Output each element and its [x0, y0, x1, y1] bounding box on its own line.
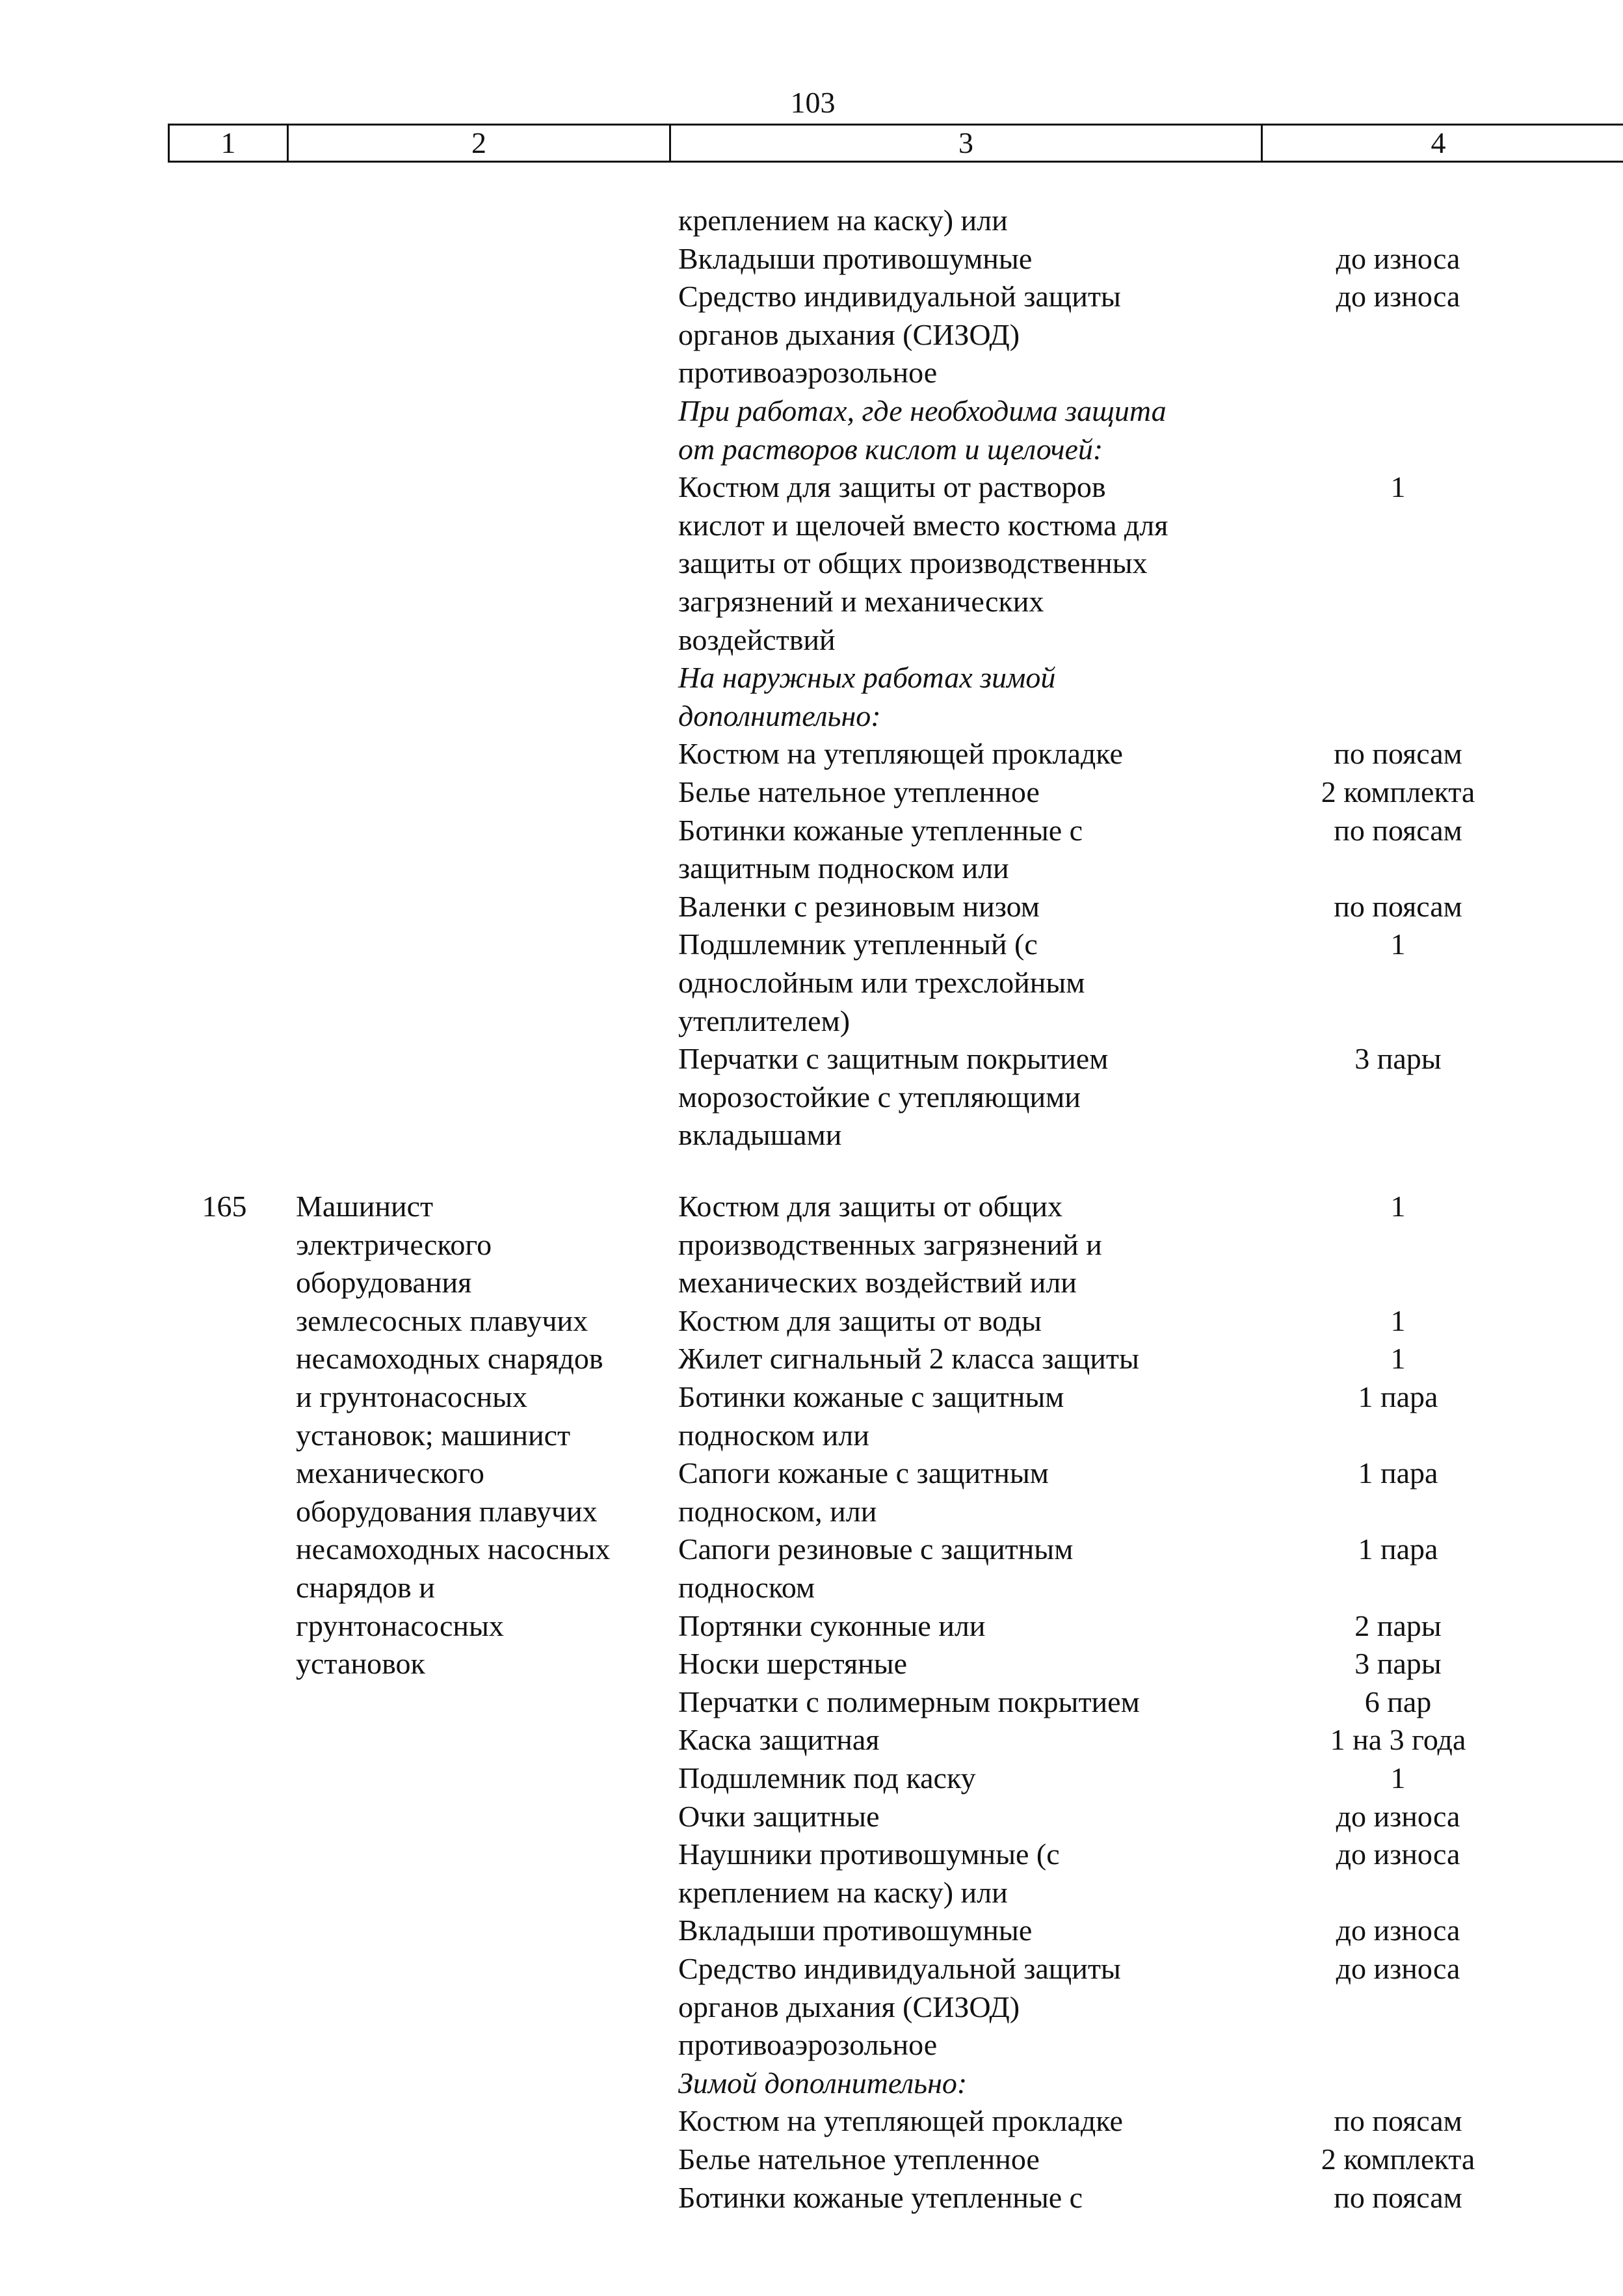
- item-line: защитным подноском или: [678, 851, 1009, 885]
- item-line: Очки защитные: [678, 1799, 880, 1833]
- item-line: подноском: [678, 1571, 815, 1604]
- item-quantity: до износа: [1336, 1837, 1460, 1871]
- item-quantity: по поясам: [1334, 813, 1462, 847]
- item-quantity: 1: [1390, 1190, 1406, 1223]
- item-quantity: до износа: [1336, 1799, 1460, 1833]
- item-line: Жилет сигнальный 2 класса защиты: [678, 1342, 1139, 1376]
- item-line: креплением на каску) или: [678, 204, 1008, 237]
- item-line: подноском, или: [678, 1494, 877, 1528]
- profession-line: снарядов и: [296, 1571, 435, 1604]
- profession-line: несамоходных снарядов: [296, 1342, 603, 1376]
- item-line: от растворов кислот и щелочей:: [678, 432, 1103, 466]
- item-line: Ботинки кожаные утепленные с: [678, 2180, 1083, 2214]
- item-line: Ботинки кожаные утепленные с: [678, 813, 1083, 847]
- item-quantity: 3 пары: [1354, 1647, 1442, 1681]
- item-quantity: 1: [1390, 470, 1406, 504]
- item-line: кислот и щелочей вместо костюма для: [678, 508, 1168, 542]
- item-quantity: 1 на 3 года: [1330, 1723, 1466, 1757]
- item-quantity: 1 пара: [1358, 1380, 1438, 1413]
- item-line: органов дыхания (СИЗОД): [678, 1990, 1020, 2023]
- item-quantity: по поясам: [1334, 889, 1462, 923]
- item-quantity: до износа: [1336, 241, 1460, 275]
- item-line: Каска защитная: [678, 1723, 880, 1757]
- item-line: Подшлемник утепленный (с: [678, 928, 1038, 961]
- header-col-1: 1: [220, 126, 236, 159]
- item-line: На наружных работах зимой: [678, 661, 1056, 695]
- profession-line: грунтонасосных: [296, 1609, 504, 1642]
- item-quantity: по поясам: [1334, 2180, 1462, 2214]
- row-number: 165: [202, 1190, 247, 1223]
- item-line: Ботинки кожаные с защитным: [678, 1380, 1064, 1413]
- profession-line: землесосных плавучих: [296, 1303, 588, 1337]
- item-line: подноском или: [678, 1418, 869, 1452]
- profession-line: и грунтонасосных: [296, 1380, 528, 1413]
- item-line: морозостойкие с утепляющими: [678, 1080, 1081, 1114]
- profession-line: оборудования: [296, 1266, 472, 1300]
- item-quantity: 1: [1390, 1342, 1406, 1376]
- item-quantity: по поясам: [1334, 737, 1462, 771]
- item-line: Белье нательное утепленное: [678, 775, 1040, 808]
- item-line: Портянки суконные или: [678, 1609, 986, 1642]
- item-quantity: 2 комплекта: [1321, 2142, 1475, 2176]
- item-line: противоаэрозольное: [678, 356, 938, 390]
- item-line: Перчатки с полимерным покрытием: [678, 1685, 1140, 1718]
- header-col-3: 3: [958, 126, 973, 159]
- item-line: однослойным или трехслойным: [678, 966, 1085, 999]
- item-quantity: 2 комплекта: [1321, 775, 1475, 808]
- item-line: Подшлемник под каску: [678, 1761, 976, 1795]
- profession-line: электрического: [296, 1227, 492, 1261]
- profession-line: механического: [296, 1456, 484, 1490]
- item-line: При работах, где необходима защита: [678, 394, 1167, 427]
- item-line: органов дыхания (СИЗОД): [678, 317, 1020, 351]
- item-line: Валенки с резиновым низом: [678, 889, 1040, 923]
- item-quantity: 3 пары: [1354, 1042, 1442, 1076]
- item-quantity: 1 пара: [1358, 1532, 1438, 1566]
- table-header: [168, 124, 1623, 163]
- item-line: Сапоги резиновые с защитным: [678, 1532, 1074, 1566]
- item-line: Вкладыши противошумные: [678, 241, 1033, 275]
- item-quantity: 1 пара: [1358, 1456, 1438, 1490]
- header-col-4: 4: [1431, 126, 1446, 159]
- item-line: Перчатки с защитным покрытием: [678, 1042, 1109, 1076]
- item-line: производственных загрязнений и: [678, 1227, 1102, 1261]
- profession-line: Машинист: [296, 1190, 434, 1223]
- item-line: защиты от общих производственных: [678, 546, 1148, 580]
- item-line: креплением на каску) или: [678, 1875, 1008, 1909]
- item-line: механических воздействий или: [678, 1266, 1077, 1300]
- item-quantity: до износа: [1336, 1952, 1460, 1985]
- item-line: дополнительно:: [678, 699, 881, 732]
- item-line: загрязнений и механических: [678, 585, 1044, 618]
- item-line: противоаэрозольное: [678, 2028, 938, 2062]
- item-line: Средство индивидуальной защиты: [678, 280, 1121, 314]
- item-quantity: 6 пар: [1364, 1685, 1432, 1718]
- page-number: 103: [790, 86, 836, 119]
- profession-line: оборудования плавучих: [296, 1494, 598, 1528]
- item-line: вкладышами: [678, 1118, 842, 1152]
- item-line: Костюм на утепляющей прокладке: [678, 737, 1123, 771]
- item-line: Носки шерстяные: [678, 1647, 908, 1681]
- item-line: утеплителем): [678, 1004, 851, 1037]
- item-line: воздействий: [678, 622, 836, 656]
- profession-line: установок; машинист: [296, 1418, 571, 1452]
- profession-line: несамоходных насосных: [296, 1532, 611, 1566]
- item-quantity: 1: [1390, 1303, 1406, 1337]
- item-line: Вкладыши противошумные: [678, 1914, 1033, 1947]
- item-line: Сапоги кожаные с защитным: [678, 1456, 1049, 1490]
- item-line: Средство индивидуальной защиты: [678, 1952, 1121, 1985]
- item-quantity: до износа: [1336, 1914, 1460, 1947]
- item-quantity: по поясам: [1334, 2104, 1462, 2138]
- item-line: Костюм для защиты от общих: [678, 1190, 1063, 1223]
- header-col-2: 2: [471, 126, 486, 159]
- item-line: Белье нательное утепленное: [678, 2142, 1040, 2176]
- item-line: Зимой дополнительно:: [678, 2066, 968, 2100]
- item-line: Костюм для защиты от воды: [678, 1303, 1042, 1337]
- item-quantity: 1: [1390, 1761, 1406, 1795]
- item-line: Костюм для защиты от растворов: [678, 470, 1106, 504]
- item-quantity: 2 пары: [1354, 1609, 1442, 1642]
- item-quantity: 1: [1390, 928, 1406, 961]
- item-quantity: до износа: [1336, 280, 1460, 314]
- item-line: Наушники противошумные (с: [678, 1837, 1060, 1871]
- profession-line: установок: [296, 1647, 425, 1681]
- item-line: Костюм на утепляющей прокладке: [678, 2104, 1123, 2138]
